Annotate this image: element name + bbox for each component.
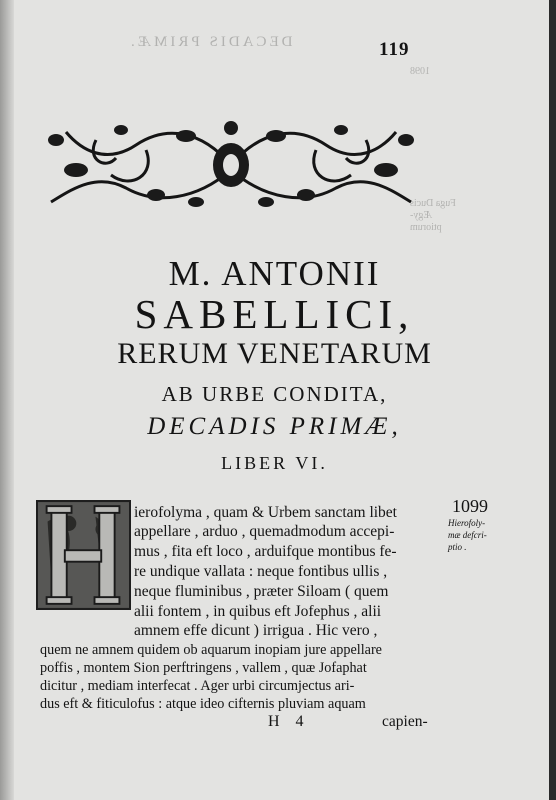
body-line: neque fluminibus , præter Siloam ( quem	[134, 583, 389, 600]
page-edge	[549, 0, 556, 800]
title-work: RERUM VENETARUM	[117, 337, 432, 370]
title-subtitle: AB URBE CONDITA,	[161, 382, 388, 406]
title-author: M. ANTONII	[168, 254, 381, 293]
body-line: quem ne amnem quidem ob aquarum inopiam jure appellare	[40, 642, 382, 658]
body-line: ierofolyma , quam & Urbem sanctam libet	[134, 504, 397, 521]
show-through-line: ptiorum	[410, 222, 442, 233]
title-surname: SABELLICI,	[134, 291, 415, 337]
body-line: poffis , montem Sion perftringens , vallem , quæ Jofaphat	[40, 660, 367, 676]
show-through-line: 1098	[410, 66, 430, 77]
body-line: alii fontem , in quibus eft Jofephus , alii	[134, 603, 382, 620]
margin-year: 1099	[452, 496, 488, 516]
page-number: 119	[379, 39, 410, 60]
margin-note-line: ptio .	[448, 542, 467, 552]
margin-note-line: mæ defcri-	[448, 530, 487, 540]
body-line: re undique vallata : neque fontibus ullis ,	[134, 563, 388, 580]
show-through-line: Ægy-	[410, 210, 433, 221]
title-decade: DECADIS PRIMÆ,	[147, 413, 402, 440]
margin-note-line: Hierofoly-	[448, 518, 486, 528]
body-line: mus , fita eft loco , arduifque montibus fe-	[134, 543, 397, 560]
signature-mark: H 4	[268, 713, 310, 730]
book-heading: LIBER VI.	[221, 453, 328, 473]
ornamental-headpiece	[36, 110, 426, 216]
show-through-line: Fuga Ducis	[410, 198, 456, 209]
body-line: appellare , arduo , quemadmodum accepi-	[134, 523, 395, 540]
body-line: dicitur , mediam interfecat . Ager urbi circumjectus ari-	[40, 678, 355, 694]
drop-cap-initial	[36, 500, 131, 610]
show-through-header: DECADIS PRIMÆ.	[128, 34, 293, 50]
body-line: amnem effe dicunt ) irrigua . Hic vero ,	[134, 622, 378, 639]
drop-cap-illustration	[38, 502, 129, 608]
catchword: capien-	[382, 713, 428, 730]
body-line-last: dus eft & fiticulofus : atque ideo cifternis pluviam aquam	[40, 696, 366, 712]
